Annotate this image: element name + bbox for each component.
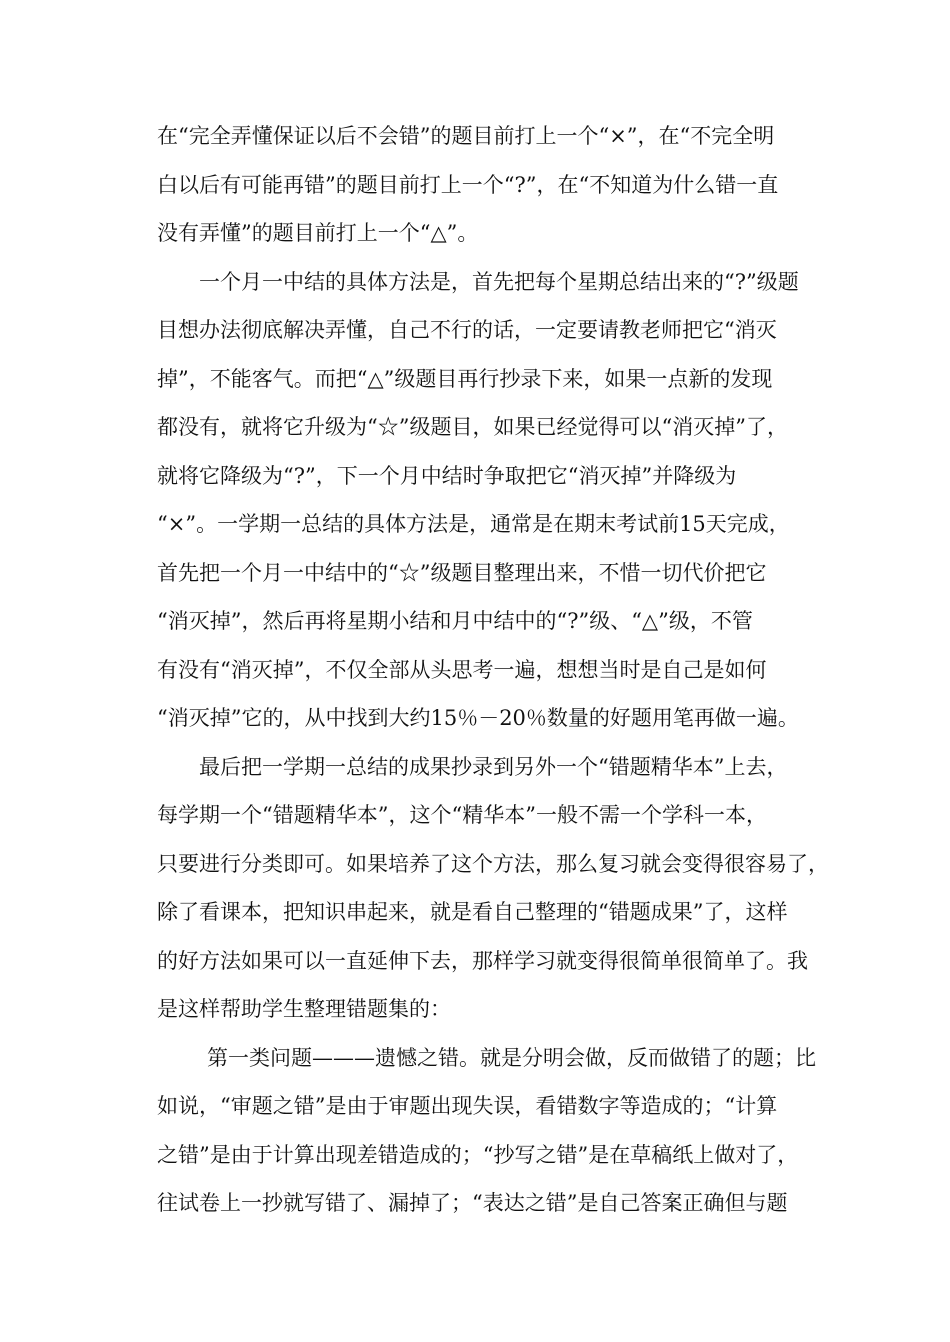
text-line: 掉”，不能客气。而把“△”级题目再行抄录下来，如果一点新的发现 xyxy=(157,366,773,391)
document-page xyxy=(157,112,859,1228)
text-line: 就将它降级为“?”，下一个月中结时争取把它“消灭掉”并降级为 xyxy=(157,463,737,488)
text-line: 每学期一个“错题精华本”，这个“精华本”一般不需一个学科一本， xyxy=(157,803,767,827)
text-line: 白以后有可能再错”的题目前打上一个“?”，在“不知道为什么错一直 xyxy=(157,172,779,197)
text-line: “消灭掉”，然后再将星期小结和月中结中的“?”级、“△”级，不管 xyxy=(157,609,753,633)
text-line: 除了看课本，把知识串起来，就是看自己整理的“错题成果”了，这样 xyxy=(157,900,788,924)
text-line: 如说，“审题之错”是由于审题出现失误，看错数字等造成的；“计算 xyxy=(157,1094,778,1118)
paragraph-first-category xyxy=(157,1034,859,1228)
text-line: 有没有“消灭掉”，不仅全部从头思考一遍，想想当时是自己是如何 xyxy=(157,657,767,682)
text-line: 没有弄懂”的题目前打上一个“△”。 xyxy=(157,221,479,245)
paragraph-monthly-summary xyxy=(157,258,859,743)
text-line: 一个月一中结的具体方法是，首先把每个星期总结出来的“?”级题 xyxy=(199,269,799,294)
text-line: 的好方法如果可以一直延伸下去，那样学习就变得很简单很简单了。我 xyxy=(157,948,808,973)
text-line: “×”。一学期一总结的具体方法是，通常是在期末考试前15天完成， xyxy=(157,512,790,536)
text-line: 第一类问题———遗憾之错。就是分明会做，反而做错了的题；比 xyxy=(207,1045,816,1070)
text-line: 往试卷上一抄就写错了、漏掉了；“表达之错”是自己答案正确但与题 xyxy=(157,1191,788,1215)
text-line: 在“完全弄懂保证以后不会错”的题目前打上一个“×”，在“不完全明 xyxy=(157,124,775,148)
text-line: 最后把一学期一总结的成果抄录到另外一个“错题精华本”上去， xyxy=(199,754,788,779)
text-line: “消灭掉”它的，从中找到大约15％－20％数量的好题用笔再做一遍。 xyxy=(157,706,799,730)
text-line: 目想办法彻底解决弄懂，自己不行的话，一定要请教老师把它“消灭 xyxy=(157,318,777,342)
paragraph-symbol-marking xyxy=(157,112,859,258)
text-line: 是这样帮助学生整理错题集的： xyxy=(157,997,451,1021)
text-line: 都没有，就将它升级为“☆”级题目，如果已经觉得可以“消灭掉”了， xyxy=(157,415,788,439)
text-line: 只要进行分类即可。如果培养了这个方法，那么复习就会变得很容易了， xyxy=(157,851,829,876)
paragraph-essence-notebook xyxy=(157,743,859,1034)
text-line: 之错”是由于计算出现差错造成的；“抄写之错”是在草稿纸上做对了， xyxy=(157,1142,799,1167)
text-line: 首先把一个月一中结中的“☆”级题目整理出来，不惜一切代价把它 xyxy=(157,560,767,585)
